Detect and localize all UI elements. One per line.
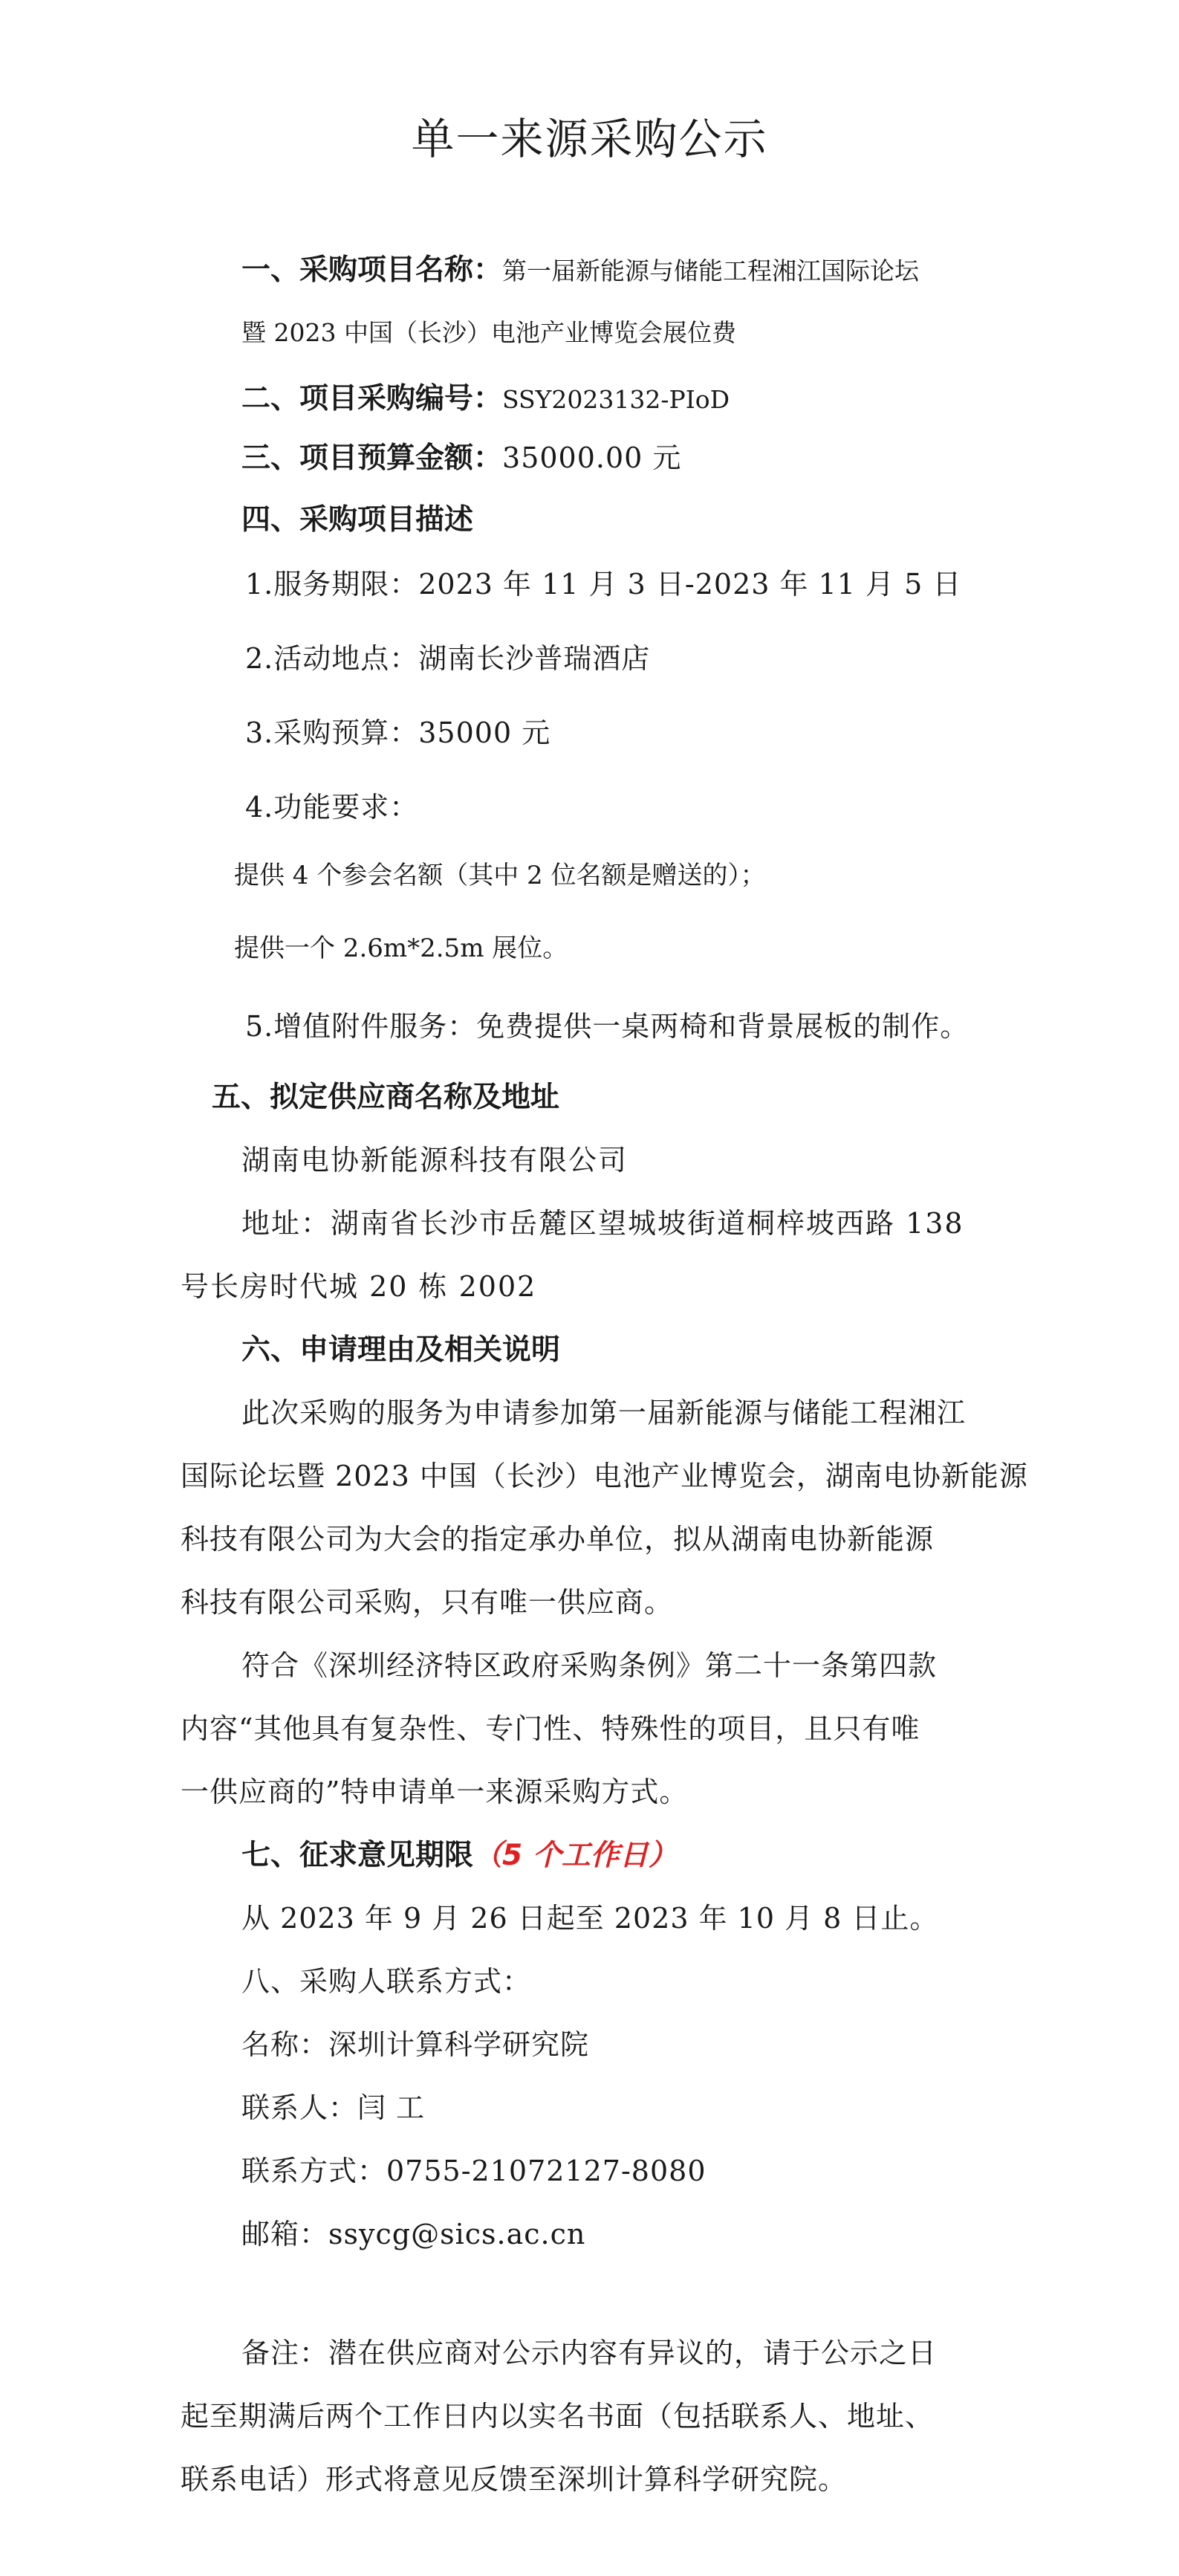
- list-item: 提供 4 个参会名额（其中 2 位名额是赠送的）；: [234, 861, 766, 890]
- section-5-heading: 五、拟定供应商名称及地址: [212, 1081, 560, 1114]
- remark-line: 联系电话）形式将意见反馈至深圳计算科学研究院。: [181, 2463, 848, 2496]
- section-1-value: 第一届新能源与储能工程湘江国际论坛: [502, 256, 920, 285]
- buyer-phone: 联系方式：0755-21072127-8080: [241, 2155, 707, 2187]
- paragraph-line: 科技有限公司采购，只有唯一供应商。: [181, 1586, 674, 1619]
- section-3-heading: 三、项目预算金额：: [241, 441, 503, 475]
- section-8-heading: 八、采购人联系方式：: [241, 1965, 532, 1998]
- supplier-address-cont: 号长房时代城 20 栋 2002: [181, 1270, 537, 1303]
- section-1: [241, 247, 919, 288]
- section-2-heading: 二、项目采购编号：: [241, 382, 503, 415]
- paragraph-line: 内容“其他具有复杂性、专门性、特殊性的项目，且只有唯: [181, 1712, 920, 1745]
- paragraph-line: 此次采购的服务为申请参加第一届新能源与储能工程湘江: [241, 1397, 967, 1429]
- paragraph-line: 符合《深圳经济特区政府采购条例》第二十一条第四款: [241, 1649, 938, 1682]
- list-item: 2.活动地点：湖南长沙普瑞酒店: [245, 642, 651, 675]
- supplier-name: 湖南电协新能源科技有限公司: [241, 1144, 629, 1177]
- remark-line: 起至期满后两个工作日内以实名书面（包括联系人、地址、: [181, 2400, 935, 2433]
- section-6-heading: 六、申请理由及相关说明: [241, 1333, 561, 1367]
- section-1-heading: 一、采购项目名称：: [241, 253, 503, 287]
- section-4-heading: 四、采购项目描述: [241, 503, 474, 537]
- list-item: 3.采购预算：35000 元: [245, 716, 551, 749]
- page-title: 单一来源采购公示: [411, 114, 768, 164]
- list-item: 1.服务期限：2023 年 11 月 3 日-2023 年 11 月 5 日: [245, 568, 962, 601]
- comment-period: 从 2023 年 9 月 26 日起至 2023 年 10 月 8 日止。: [241, 1902, 939, 1935]
- section-7: [241, 1832, 678, 1874]
- section-2-value: SSY2023132-PIoD: [502, 385, 730, 414]
- supplier-address: 地址：湖南省长沙市岳麓区望城坡街道桐梓坡西路 138: [241, 1207, 964, 1240]
- paragraph-line: 国际论坛暨 2023 中国（长沙）电池产业博览会，湖南电协新能源: [181, 1460, 1028, 1492]
- deadline-note: （5 个工作日）: [473, 1839, 678, 1872]
- section-3-value: 35000.00 元: [502, 441, 682, 474]
- section-2: [241, 375, 730, 417]
- section-7-heading: 七、征求意见期限: [241, 1839, 474, 1872]
- buyer-email: 邮箱：ssycg@sics.ac.cn: [241, 2218, 586, 2250]
- section-3: [241, 435, 681, 476]
- list-item: 提供一个 2.6m*2.5m 展位。: [234, 933, 568, 963]
- buyer-contact: 联系人：闫 工: [241, 2091, 426, 2124]
- list-item: 5.增值附件服务：免费提供一桌两椅和背景展板的制作。: [245, 1010, 969, 1043]
- remark-line: 备注：潜在供应商对公示内容有异议的，请于公示之日: [241, 2337, 938, 2369]
- list-item: 4.功能要求：: [245, 791, 419, 823]
- paragraph-line: 一供应商的”特申请单一来源采购方式。: [181, 1776, 689, 1808]
- section-1-value-cont: 暨 2023 中国（长沙）电池产业博览会展位费: [241, 318, 736, 347]
- buyer-name: 名称：深圳计算科学研究院: [241, 2028, 590, 2061]
- paragraph-line: 科技有限公司为大会的指定承办单位，拟从湖南电协新能源: [181, 1523, 935, 1556]
